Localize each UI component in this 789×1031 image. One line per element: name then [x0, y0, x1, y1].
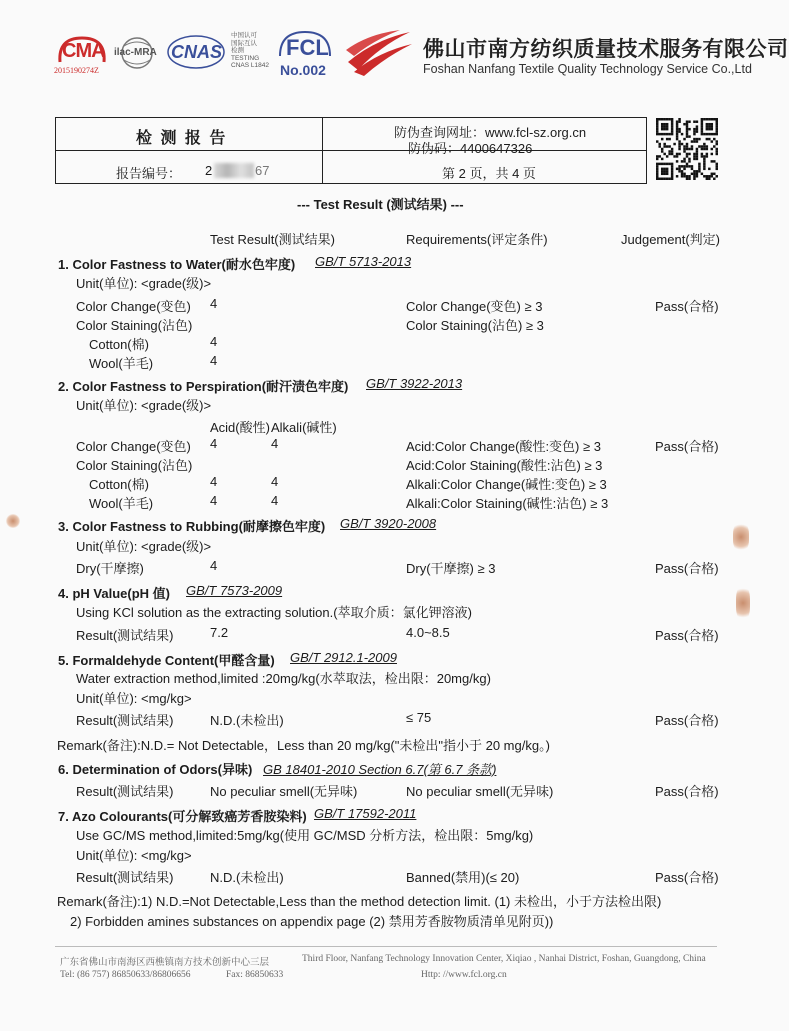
- row-label: Cotton(棉): [89, 477, 149, 492]
- report-number-tail: 67: [255, 163, 270, 178]
- report-number-value: 2: [205, 163, 213, 178]
- report-number-redaction: [214, 163, 254, 178]
- cnas-label-line: 国际互认: [231, 39, 257, 47]
- column-header-judgement: Judgement(判定): [621, 232, 720, 247]
- section-heading: 4. pH Value(pH 值): [58, 586, 170, 601]
- column-header-result: Test Result(测试结果): [210, 232, 335, 247]
- fcl-number: No.002: [280, 62, 326, 78]
- section-heading: 5. Formaldehyde Content(甲醛含量): [58, 653, 275, 668]
- requirement: Color Change(变色) ≥ 3: [406, 299, 543, 314]
- cma-logo-text: CMA: [62, 40, 105, 62]
- row-label: Color Change(变色): [76, 299, 191, 314]
- paper-stain: [6, 514, 20, 528]
- cnas-logo: [166, 33, 226, 71]
- row-label: Result(测试结果): [76, 713, 174, 728]
- requirement: Banned(禁用)(≤ 20): [406, 870, 520, 885]
- result-value: 4: [271, 436, 279, 451]
- section-heading: 3. Color Fastness to Rubbing(耐摩擦色牢度): [58, 519, 326, 534]
- alkali-header: Alkali(碱性): [271, 420, 337, 435]
- paper-stain: [733, 522, 749, 552]
- standard-reference: GB/T 3920-2008: [340, 516, 437, 531]
- standard-reference: GB/T 17592-2011: [314, 806, 417, 821]
- company-name-cn: 佛山市南方纺织质量技术服务有限公司: [423, 38, 789, 61]
- section-heading: 7. Azo Colourants(可分解致癌芳香胺染料): [58, 809, 307, 824]
- remark: Remark(备注):1) N.D.=Not Detectable,Less than the method detection limit. (1) 未检出，小于方法检出限): [57, 894, 662, 909]
- result-value: 4: [271, 493, 279, 508]
- remark: 2) Forbidden amines substances on appendix page (2) 禁用芳香胺物质清单见附页)): [70, 914, 554, 929]
- verify-site: 防伪查询网址：www.fcl-sz.org.cn: [394, 125, 587, 140]
- column-header-requirements: Requirements(评定条件): [406, 232, 548, 247]
- unit-label: Unit(单位): <grade(级)>: [76, 539, 212, 554]
- remark: Remark(备注):N.D.= Not Detectable，Less than 20 mg/kg("未检出"指小于 20 mg/kg。): [57, 738, 550, 753]
- cma-number: 2015190274Z: [54, 66, 99, 75]
- standard-reference: GB/T 7573-2009: [186, 583, 283, 598]
- result-value: 4: [210, 493, 218, 508]
- judgement: Pass(合格): [655, 870, 719, 885]
- method-description: Use GC/MS method,limited:5mg/kg(使用 GC/MSD 分析方法，检出限：5mg/kg): [76, 828, 534, 843]
- cnas-logo-text: CNAS: [171, 42, 223, 62]
- footer-url: Http: //www.fcl.org.cn: [421, 970, 507, 980]
- judgement: Pass(合格): [655, 713, 719, 728]
- requirement: 4.0~8.5: [406, 625, 450, 640]
- result-value: N.D.(未检出): [210, 713, 284, 728]
- result-value: 4: [210, 474, 218, 489]
- row-label: Color Staining(沾色): [76, 318, 193, 333]
- row-label: Dry(干摩擦): [76, 561, 144, 576]
- judgement: Pass(合格): [655, 299, 719, 314]
- cnas-label: [231, 32, 269, 70]
- section-heading: 2. Color Fastness to Perspiration(耐汗渍色牢度): [58, 379, 349, 394]
- company-swoosh-logo: [344, 28, 414, 78]
- footer-address-cn: 广东省佛山市南海区西樵镇南方技术创新中心三层: [60, 958, 270, 968]
- requirement: ≤ 75: [406, 710, 432, 725]
- requirement: No peculiar smell(无异味): [406, 784, 554, 799]
- paper-stain: [736, 585, 750, 621]
- fcl-logo: [276, 28, 334, 80]
- judgement: Pass(合格): [655, 561, 719, 576]
- row-label: Result(测试结果): [76, 784, 174, 799]
- standard-reference: GB/T 2912.1-2009: [290, 650, 397, 665]
- row-label: Cotton(棉): [89, 337, 149, 352]
- verify-code: 防伪码：4400647326: [408, 141, 533, 156]
- cma-logo: [56, 34, 108, 66]
- row-label: Color Staining(沾色): [76, 458, 193, 473]
- judgement: Pass(合格): [655, 628, 719, 643]
- requirement: Alkali:Color Staining(碱性:沾色) ≥ 3: [406, 496, 609, 511]
- report-title: 检 测 报 告: [136, 130, 228, 147]
- ilac-mra-text: ilac-MRA: [114, 47, 157, 58]
- cnas-label-line: 检测: [231, 47, 244, 54]
- unit-label: Unit(单位): <grade(级)>: [76, 276, 212, 291]
- row-label: Wool(羊毛): [89, 356, 154, 371]
- requirement: Dry(干摩擦) ≥ 3: [406, 561, 496, 576]
- unit-label: Unit(单位): <mg/kg>: [76, 691, 192, 706]
- judgement: Pass(合格): [655, 784, 719, 799]
- unit-label: Unit(单位): <grade(级)>: [76, 398, 212, 413]
- footer-divider: [55, 946, 717, 947]
- section-heading: 1. Color Fastness to Water(耐水色牢度): [58, 257, 296, 272]
- cnas-label-line: CNAS L1842: [231, 62, 269, 69]
- result-value: 4: [210, 353, 218, 368]
- company-name-en: Foshan Nanfang Textile Quality Technology Service Co.,Ltd: [423, 62, 752, 76]
- result-value: 4: [210, 436, 218, 451]
- requirement: Acid:Color Staining(酸性:沾色) ≥ 3: [406, 458, 603, 473]
- qr-code: [656, 118, 718, 180]
- footer-tel: Tel: (86 757) 86850633/86806656: [60, 970, 191, 980]
- acid-header: Acid(酸性): [210, 420, 270, 435]
- row-label: Color Change(变色): [76, 439, 191, 454]
- standard-reference: GB 18401-2010 Section 6.7(第 6.7 条款): [263, 762, 497, 777]
- result-value: 4: [210, 558, 218, 573]
- footer-address-en: Third Floor, Nanfang Technology Innovation Center, Xiqiao , Nanhai District, Foshan, Guangdong, China: [302, 954, 706, 964]
- requirement: Alkali:Color Change(碱性:变色) ≥ 3: [406, 477, 607, 492]
- judgement: Pass(合格): [655, 439, 719, 454]
- unit-label: Unit(单位): <mg/kg>: [76, 848, 192, 863]
- result-value: 7.2: [210, 625, 229, 640]
- report-number-label: 报告编号：: [116, 166, 182, 181]
- report-header-box: [55, 117, 647, 184]
- result-value: 4: [271, 474, 279, 489]
- row-label: Result(测试结果): [76, 628, 174, 643]
- row-label: Wool(羊毛): [89, 496, 154, 511]
- section-title: --- Test Result (测试结果) ---: [297, 197, 464, 212]
- page-info: 第 2 页，共 4 页: [442, 166, 536, 181]
- method-description: Water extraction method,limited :20mg/kg(水萃取法，检出限：20mg/kg): [76, 671, 491, 686]
- ilac-mra-logo: [112, 36, 162, 70]
- fcl-logo-text: FCL: [286, 35, 329, 60]
- result-value: 4: [210, 334, 218, 349]
- result-value: No peculiar smell(无异味): [210, 784, 358, 799]
- method-description: Using KCl solution as the extracting solution.(萃取介质：氯化钾溶液): [76, 605, 472, 620]
- result-value: N.D.(未检出): [210, 870, 284, 885]
- cnas-label-line: 中国认可: [231, 32, 257, 39]
- standard-reference: GB/T 5713-2013: [315, 254, 412, 269]
- section-heading: 6. Determination of Odors(异味): [58, 762, 253, 777]
- requirement: Acid:Color Change(酸性:变色) ≥ 3: [406, 439, 601, 454]
- result-value: 4: [210, 296, 218, 311]
- cnas-label-line: TESTING: [231, 54, 260, 62]
- row-label: Result(测试结果): [76, 870, 174, 885]
- footer-fax: Fax: 86850633: [226, 970, 284, 980]
- requirement: Color Staining(沾色) ≥ 3: [406, 318, 544, 333]
- standard-reference: GB/T 3922-2013: [366, 376, 463, 391]
